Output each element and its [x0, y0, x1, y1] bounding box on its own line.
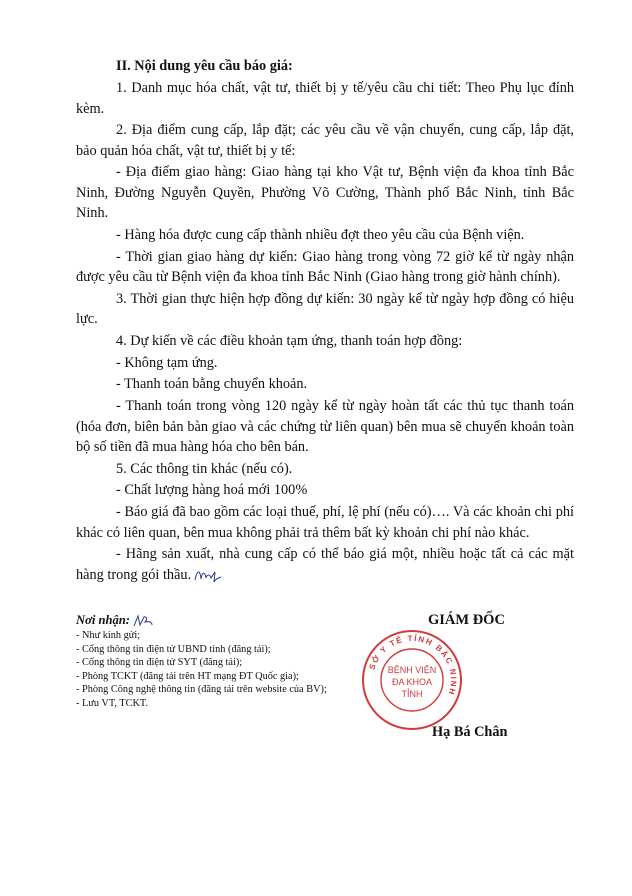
paragraph-delivery-time: - Thời gian giao hàng dự kiến: Giao hàng trong vòng 72 giờ kể từ ngày nhận được yêu cầu từ Bệnh viện đa khoa tỉnh Bắc Ninh (Giao hàng trong giờ hành chính). — [76, 248, 574, 285]
initial-scribble-icon — [193, 566, 223, 584]
recipient-item: - Cổng thông tin điện tử SYT (đăng tải); — [76, 657, 243, 669]
paragraph-other-info: 5. Các thông tin khác (nếu có). — [116, 460, 293, 477]
recipient-item: - Lưu VT, TCKT. — [76, 698, 149, 710]
paragraph-bank-transfer: - Thanh toán bằng chuyển khoản. — [116, 376, 308, 393]
paragraph-quality: - Chất lượng hàng hoá mới 100% — [116, 482, 308, 499]
recipients-block — [76, 612, 376, 711]
paragraph-delivery-location: - Địa điểm giao hàng: Giao hàng tại kho Vật tư, Bệnh viện đa khoa tỉnh Bắc Ninh, Đường Nguyễn Quyền, Phường Võ Cường, Thành phố Bắc Ninh, tỉnh Bắc Ninh. — [76, 164, 574, 222]
paragraph-delivery-batches: - Hàng hóa được cung cấp thành nhiều đợt theo yêu cầu của Bệnh viện. — [116, 226, 525, 243]
recipients-title: Nơi nhận: — [76, 613, 131, 627]
director-name: Hạ Bá Chân — [432, 724, 508, 740]
paragraph-item-list: 1. Danh mục hóa chất, vật tư, thiết bị y tế/yêu cầu chi tiết: Theo Phụ lục đính kèm. — [76, 80, 574, 117]
paragraph-tax-inclusion: - Báo giá đã bao gồm các loại thuế, phí, lệ phí (nếu có)…. Và các khoản chi phí khác có liên quan, bên mua không phải trả thêm bất kỳ khoản chi phí nào khác. — [76, 504, 574, 541]
paragraph-manufacturer-quote — [76, 544, 574, 585]
recipient-item: - Cổng thông tin điện tử UBND tỉnh (đăng tải); — [76, 643, 271, 655]
paragraph-delivery-requirements: 2. Địa điểm cung cấp, lắp đặt; các yêu cầu về vận chuyển, cung cấp, lắp đặt, bảo quản hóa chất, vật tư, thiết bị y tế: — [76, 122, 574, 159]
section-heading: II. Nội dung yêu cầu báo giá: — [116, 58, 293, 74]
director-title: GIÁM ĐỐC — [428, 612, 505, 628]
paragraph-manufacturer-quote-text: - Hãng sản xuất, nhà cung cấp có thể báo giá một, nhiều hoặc tất cả các mặt hàng trong gói thầu. — [76, 546, 574, 583]
recipient-item: - Như kính gửi; — [76, 630, 141, 642]
hospital-seal-icon — [360, 628, 464, 732]
seal-ring-text: SỞ Y TẾ TỈNH BẮC NINH — [367, 633, 459, 698]
initial-mark-icon — [132, 613, 154, 629]
seal-line-1: BỆNH VIỆN — [387, 665, 437, 675]
recipient-item: - Phòng TCKT (đăng tải trên HT mạng ĐT Quốc gia); — [76, 670, 299, 682]
paragraph-no-advance: - Không tạm ứng. — [116, 354, 218, 371]
recipient-item: - Phòng Công nghệ thông tin (đăng tải trên website của BV); — [76, 684, 327, 696]
paragraph-contract-duration: 3. Thời gian thực hiện hợp đồng dự kiến: 30 ngày kể từ ngày hợp đồng có hiệu lực. — [76, 290, 574, 328]
paragraph-payment-deadline: - Thanh toán trong vòng 120 ngày kể từ ngày hoàn tất các thủ tục thanh toán (hóa đơn, biên bản bàn giao và các chứng từ liên quan) bên mua sẽ chuyển khoản toàn bộ số tiền đã mua hàng hóa cho bên bán. — [76, 398, 574, 455]
paragraph-payment-terms: 4. Dự kiến về các điều khoản tạm ứng, thanh toán hợp đồng: — [116, 332, 463, 349]
seal-line-2: ĐA KHOA — [391, 677, 433, 687]
request-content-section — [76, 56, 574, 586]
recipients-title-row — [76, 612, 376, 629]
seal-line-3: TỈNH — [401, 689, 423, 699]
